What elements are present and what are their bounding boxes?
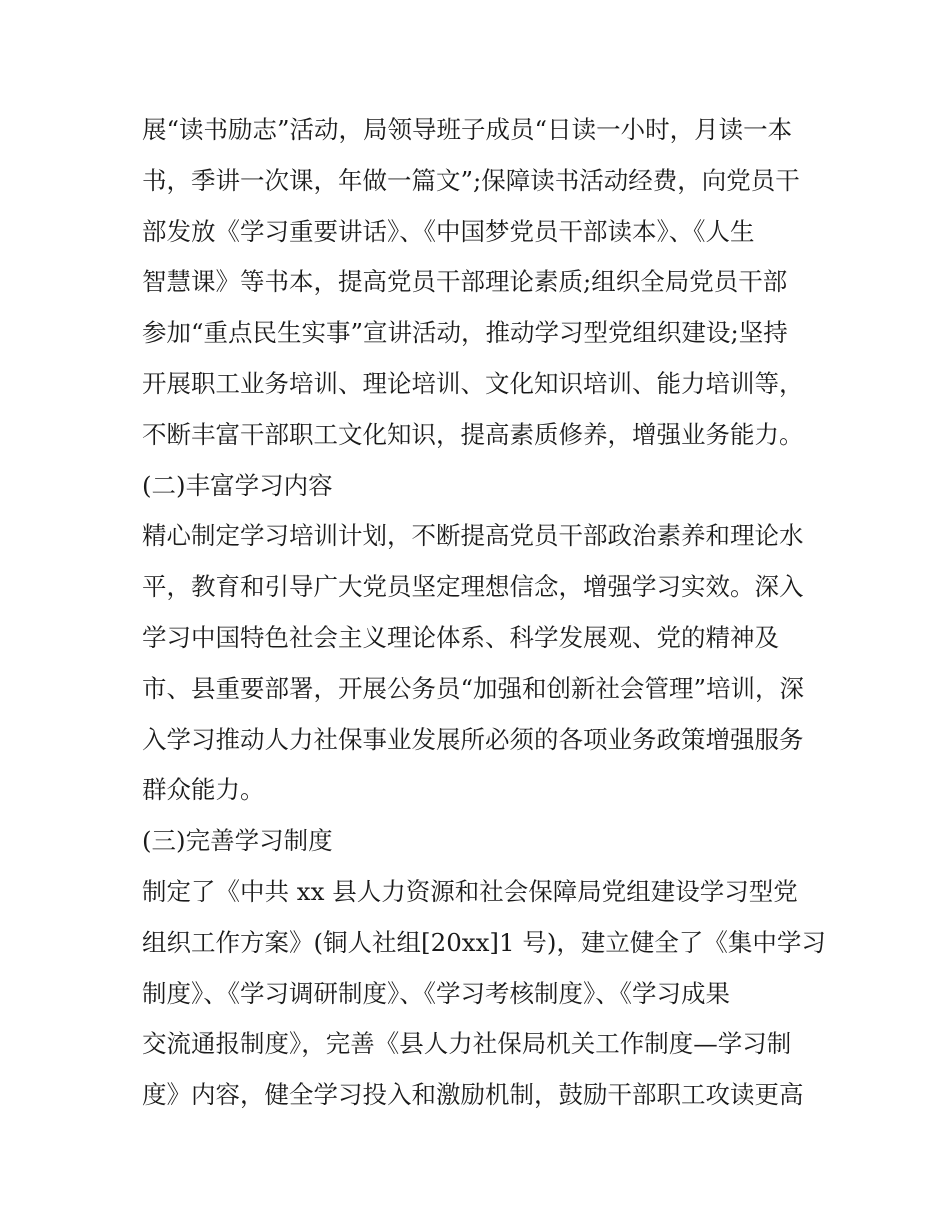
paragraph-line: 精心制定学习培训计划，不断提高党员干部政治素养和理论水: [142, 521, 804, 551]
paragraph-line: 平，教育和引导广大党员坚定理想信念，增强学习实效。深入: [142, 572, 804, 602]
paragraph-line: 度》内容，健全学习投入和激励机制，鼓励干部职工攻读更高: [142, 1080, 804, 1110]
document-page: [142, 105, 832, 1121]
paragraph-line: 入学习推动人力社保事业发展所必须的各项业务政策增强服务: [142, 724, 804, 754]
paragraph-line: 智慧课》等书本，提高党员干部理论素质;组织全局党员干部: [142, 267, 788, 297]
paragraph-line: 开展职工业务培训、理论培训、文化知识培训、能力培训等，: [142, 368, 804, 398]
paragraph-line: 组织工作方案》(铜人社组[20xx]1 号)，建立健全了《集中学习: [142, 927, 826, 957]
paragraph-line: 部发放《学习重要讲话》、《中国梦党员干部读本》、《人生: [142, 216, 755, 246]
section-heading: (二)丰富学习内容: [142, 470, 333, 500]
paragraph-line: 制度》、《学习调研制度》、《学习考核制度》、《学习成果: [142, 978, 730, 1008]
paragraph-line: 书，季讲一次课，年做一篇文”;保障读书活动经费，向党员干: [142, 165, 800, 195]
paragraph-line: 市、县重要部署，开展公务员“加强和创新社会管理”培训，深: [142, 673, 805, 703]
paragraph-line: 展“读书励志”活动，局领导班子成员“日读一小时，月读一本: [142, 115, 793, 144]
paragraph-line: 制定了《中共 xx 县人力资源和社会保障局党组建设学习型党: [142, 876, 798, 906]
paragraph-line: 群众能力。: [142, 775, 265, 805]
paragraph-line: 不断丰富干部职工文化知识，提高素质修养，增强业务能力。: [142, 419, 804, 449]
paragraph-line: 参加“重点民生实事”宣讲活动，推动学习型党组织建设;坚持: [142, 318, 788, 348]
section-heading: (三)完善学习制度: [142, 826, 333, 856]
paragraph-line: 交流通报制度》，完善《县人力社保局机关工作制度—学习制: [142, 1029, 792, 1059]
paragraph-line: 学习中国特色社会主义理论体系、科学发展观、党的精神及: [142, 622, 779, 652]
